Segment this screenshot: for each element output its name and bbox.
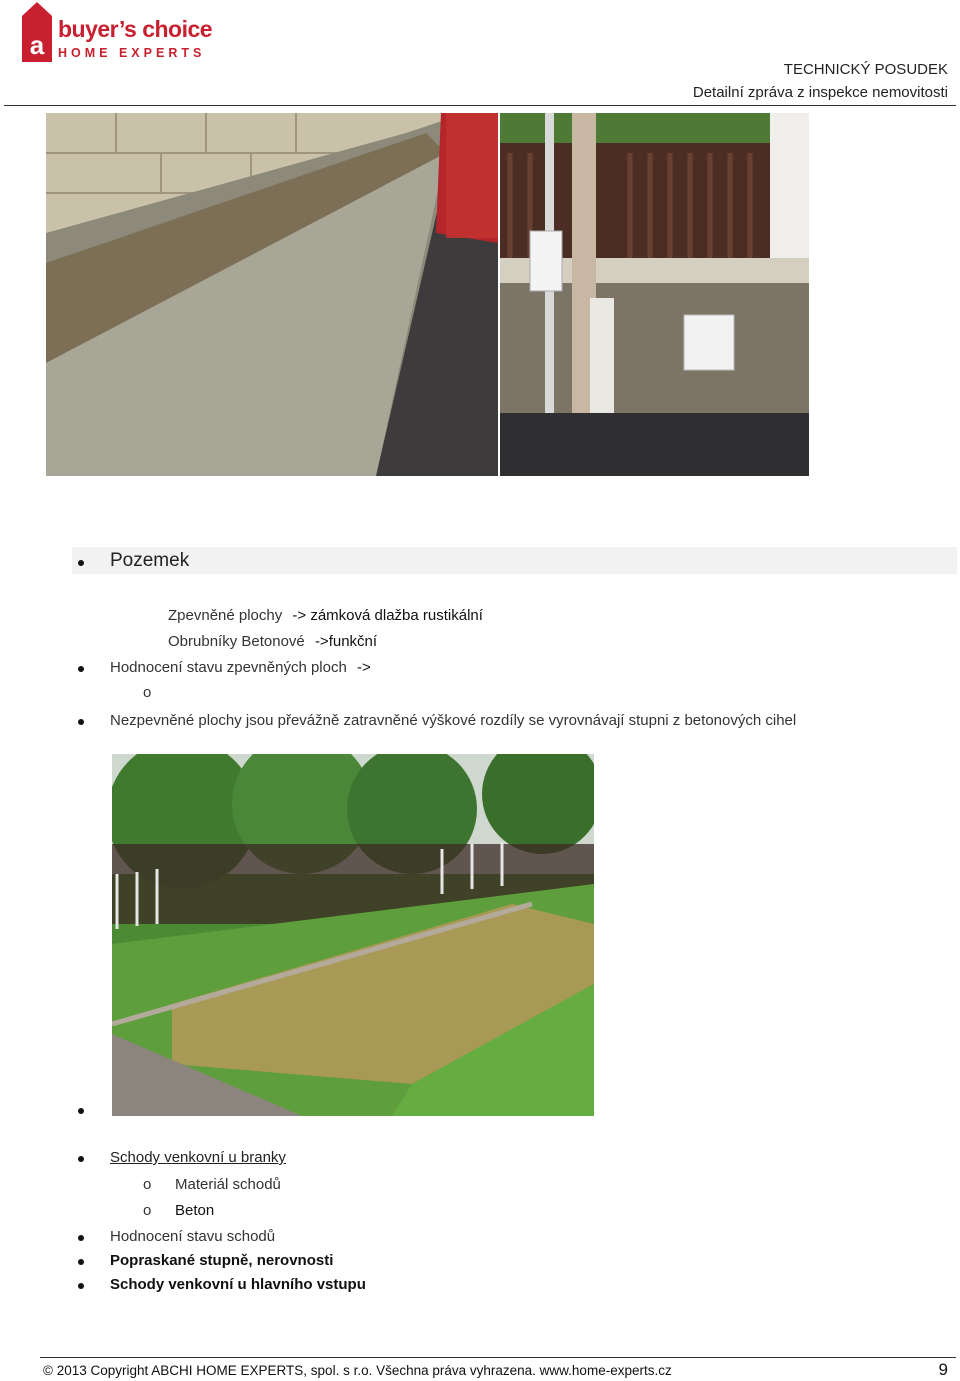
curbs-line (168, 633, 377, 650)
footer-divider (40, 1357, 956, 1358)
photo-fence-meter-box (500, 113, 809, 476)
company-logo (22, 2, 213, 64)
paved-assessment-label: Hodnocení stavu zpevněných ploch (110, 659, 347, 676)
sub-bullet-marker: o (143, 1202, 152, 1219)
paved-areas-line (168, 607, 483, 624)
stairs-defects: Popraskané stupně, nerovnosti (110, 1252, 334, 1269)
bullet (78, 1108, 84, 1114)
house-logo-icon (22, 2, 52, 62)
stairs-material-label: Materiál schodů (175, 1176, 281, 1193)
sub-bullet-marker: o (143, 684, 152, 701)
photo-garden (112, 754, 594, 1116)
stairs-gate-title: Schody venkovní u branky (110, 1149, 286, 1166)
bullet (78, 1156, 84, 1162)
report-subtitle: Detailní zpráva z inspekce nemovitosti (692, 84, 948, 101)
paved-assessment-arrow: -> (357, 659, 371, 676)
curbs-value: ->funkční (314, 633, 378, 650)
logo-subtitle: HOME EXPERTS (58, 46, 206, 60)
unpaved-areas-text: Nezpevněné plochy jsou převážně zatravněné výškové rozdíly se vyrovnávají stupni z betonových cihel (110, 712, 797, 729)
stairs-main-entrance: Schody venkovní u hlavního vstupu (110, 1276, 366, 1293)
section-heading: Pozemek (110, 550, 190, 571)
section-heading-band (72, 547, 957, 574)
paved-areas-label: Zpevněné plochy (168, 607, 283, 624)
stairs-material-value: Beton (175, 1202, 215, 1219)
footer-copyright: © 2013 Copyright ABCHI HOME EXPERTS, spol. s r.o. Všechna práva vyhrazena. www.home-experts.cz (43, 1363, 672, 1378)
stairs-assessment-label: Hodnocení stavu schodů (110, 1228, 276, 1245)
bullet (78, 1235, 84, 1241)
header-divider (4, 105, 956, 106)
page-number: 9 (938, 1360, 948, 1379)
bullet (78, 1259, 84, 1265)
logo-wordmark: buyer’s choice (58, 16, 213, 42)
bullet (78, 666, 84, 672)
bullet (78, 1283, 84, 1289)
paved-assessment-line (110, 659, 371, 676)
photo-retaining-wall (46, 113, 498, 476)
curbs-label: Obrubníky Betonové (168, 633, 305, 650)
bullet (78, 560, 84, 566)
bullet (78, 719, 84, 725)
sub-bullet-marker: o (143, 1176, 152, 1193)
report-title: TECHNICKÝ POSUDEK (783, 61, 948, 78)
paved-areas-value: -> zámková dlažba rustikální (292, 607, 483, 624)
logo-letter: a (29, 30, 45, 60)
